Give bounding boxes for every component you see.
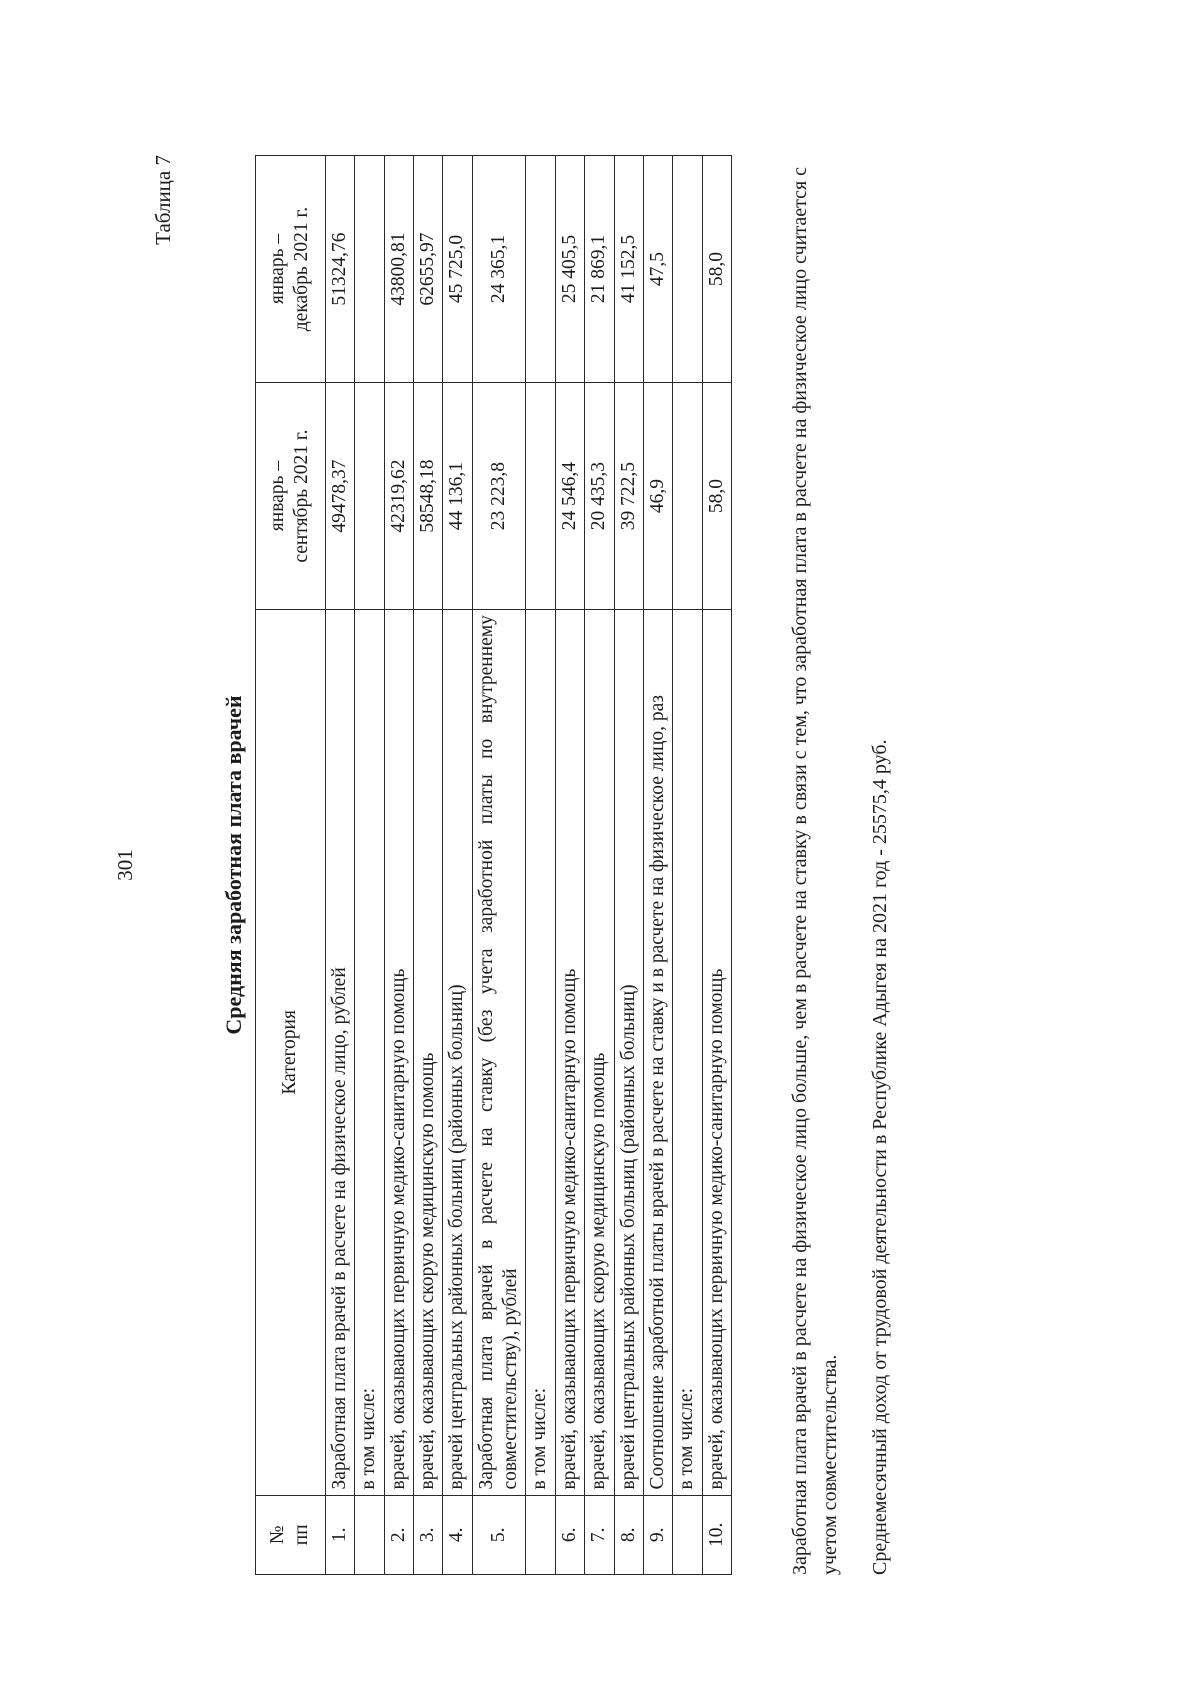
- table-row-subheading: [355, 156, 384, 1575]
- header-col1-line2: сентябрь 2021 г.: [291, 429, 313, 563]
- value-jan-dec: 45 725,0: [443, 156, 472, 383]
- value-jan-sep: 23 223,8: [472, 383, 526, 610]
- table-header-row: [256, 156, 326, 1575]
- table-row: [443, 156, 472, 1575]
- row-category: врачей, оказывающих первичную медико-санитарную помощь: [555, 610, 584, 1495]
- value-jan-sep: [673, 383, 702, 610]
- row-number: 9.: [643, 1495, 672, 1574]
- header-period-jan-sep: [256, 383, 326, 610]
- row-category: в том числе:: [355, 610, 384, 1495]
- value-jan-dec: 47,5: [643, 156, 672, 383]
- value-jan-dec: 24 365,1: [472, 156, 526, 383]
- table-row: [413, 156, 442, 1575]
- value-jan-sep: 46,9: [643, 383, 672, 610]
- row-category: в том числе:: [673, 610, 702, 1495]
- table-row: [614, 156, 643, 1575]
- page-number: 301: [113, 849, 137, 881]
- row-number: 8.: [614, 1495, 643, 1574]
- row-number: 5.: [472, 1495, 526, 1574]
- value-jan-sep: 58,0: [702, 383, 731, 610]
- row-category: врачей, оказывающих скорую медицинскую помощь: [585, 610, 614, 1495]
- table-row: [643, 156, 672, 1575]
- row-category: врачей, оказывающих первичную медико-санитарную помощь: [384, 610, 413, 1495]
- value-jan-dec: 41 152,5: [614, 156, 643, 383]
- row-number: 6.: [555, 1495, 584, 1574]
- value-jan-sep: [355, 383, 384, 610]
- salary-table: [255, 155, 732, 1575]
- row-number: [673, 1495, 702, 1574]
- value-jan-dec: [355, 156, 384, 383]
- value-jan-sep: 42319,62: [384, 383, 413, 610]
- header-number: [256, 1495, 326, 1574]
- table-row-subheading: [673, 156, 702, 1575]
- value-jan-dec: 25 405,5: [555, 156, 584, 383]
- row-category: врачей центральных районных больниц (районных больниц): [614, 610, 643, 1495]
- row-number: 10.: [702, 1495, 731, 1574]
- row-category: Заработная плата врачей в расчете на физическое лицо, рублей: [325, 610, 354, 1495]
- value-jan-sep: [526, 383, 555, 610]
- row-number: 3.: [413, 1495, 442, 1574]
- value-jan-dec: 21 869,1: [585, 156, 614, 383]
- value-jan-dec: [526, 156, 555, 383]
- value-jan-dec: [673, 156, 702, 383]
- document-page: [113, 155, 925, 1575]
- table-label: Таблица 7: [151, 155, 175, 245]
- table-row: [585, 156, 614, 1575]
- header-col2-line2: декабрь 2021 г.: [291, 206, 313, 332]
- footnote-average-income: Среднемесячный доход от трудовой деятельности в Республике Адыгея на 2021 год - 25575,4 руб.: [869, 739, 891, 1575]
- footnote-salary-explanation: Заработная плата врачей в расчете на физическое лицо больше, чем в расчете на ставку в связи с тем, что заработная плата в расчете на физическое лицо считается с учетом совместительства.: [789, 166, 841, 1575]
- header-period-jan-dec: [256, 156, 326, 383]
- table-row: [472, 156, 526, 1575]
- row-number: [355, 1495, 384, 1574]
- row-category: врачей, оказывающих первичную медико-санитарную помощь: [702, 610, 731, 1495]
- row-category: врачей центральных районных больниц (районных больниц): [443, 610, 472, 1495]
- header-number-line1: №: [267, 1525, 288, 1545]
- row-number: 1.: [325, 1495, 354, 1574]
- value-jan-dec: 51324,76: [325, 156, 354, 383]
- row-category: в том числе:: [526, 610, 555, 1495]
- row-number: 2.: [384, 1495, 413, 1574]
- value-jan-dec: 62655,97: [413, 156, 442, 383]
- table-row: [555, 156, 584, 1575]
- value-jan-sep: 44 136,1: [443, 383, 472, 610]
- row-number: 7.: [585, 1495, 614, 1574]
- header-col1-line1: январь –: [267, 460, 288, 532]
- value-jan-dec: 58,0: [702, 156, 731, 383]
- value-jan-sep: 20 435,3: [585, 383, 614, 610]
- header-number-line2: пп: [291, 1524, 313, 1546]
- table-row: [325, 156, 354, 1575]
- value-jan-sep: 49478,37: [325, 383, 354, 610]
- value-jan-sep: 58548,18: [413, 383, 442, 610]
- table-row: [384, 156, 413, 1575]
- header-col2-line1: январь –: [267, 233, 288, 305]
- page-title: Средняя заработная плата врачей: [221, 695, 246, 1035]
- row-number: [526, 1495, 555, 1574]
- table-row-subheading: [526, 156, 555, 1575]
- value-jan-sep: 24 546,4: [555, 383, 584, 610]
- value-jan-dec: 43800,81: [384, 156, 413, 383]
- header-category: Категория: [256, 610, 326, 1495]
- row-category: Заработная плата врачей в расчете на ставку (без учета заработной платы по внутреннему совместительству), рублей: [472, 610, 526, 1495]
- row-number: 4.: [443, 1495, 472, 1574]
- table-row: [702, 156, 731, 1575]
- value-jan-sep: 39 722,5: [614, 383, 643, 610]
- row-category: врачей, оказывающих скорую медицинскую помощь: [413, 610, 442, 1495]
- row-category: Соотношение заработной платы врачей в расчете на ставку и в расчете на физическое лицо, раз: [643, 610, 672, 1495]
